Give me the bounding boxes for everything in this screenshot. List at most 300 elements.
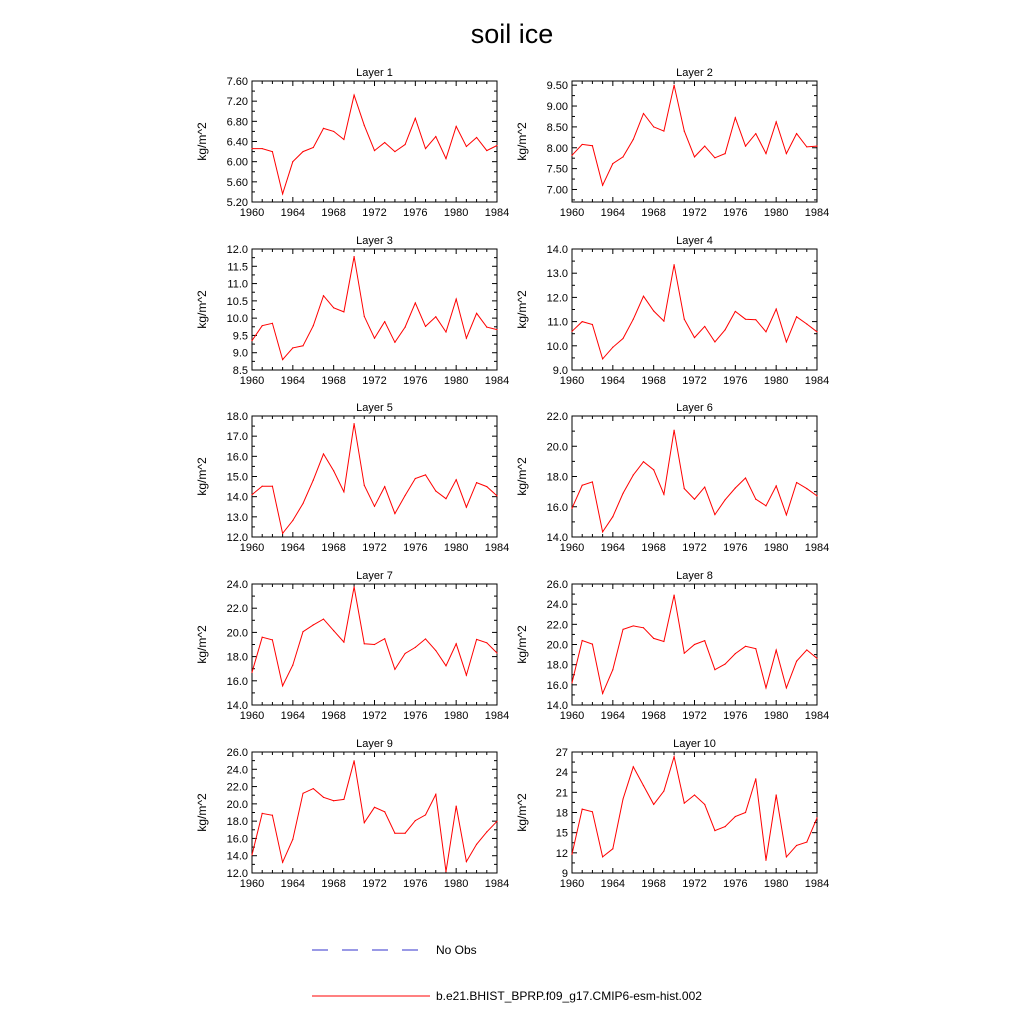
data-point xyxy=(323,618,324,619)
data-point xyxy=(415,302,416,303)
x-tick-label: 1960 xyxy=(559,878,585,890)
data-point xyxy=(302,631,303,632)
data-point xyxy=(816,145,817,146)
x-tick-label: 1972 xyxy=(682,207,707,219)
x-tick-label: 1984 xyxy=(484,375,510,387)
y-tick-label: 22.0 xyxy=(546,619,568,632)
data-point xyxy=(486,831,487,832)
y-tick-label: 14.0 xyxy=(546,700,568,712)
x-tick-label: 1964 xyxy=(280,710,306,722)
data-point xyxy=(643,113,644,114)
data-point xyxy=(592,481,593,482)
data-point xyxy=(364,125,365,126)
data-point xyxy=(374,644,375,645)
data-point xyxy=(735,816,736,817)
y-tick-label: 15.0 xyxy=(226,471,248,484)
y-tick-label: 20.0 xyxy=(546,639,568,652)
data-point xyxy=(456,643,457,644)
x-tick-label: 1960 xyxy=(239,542,265,554)
data-point xyxy=(292,520,293,521)
data-point xyxy=(735,487,736,488)
panel-layer-9 xyxy=(195,738,509,890)
y-tick-label: 11.0 xyxy=(227,278,248,291)
data-point xyxy=(425,474,426,475)
data-point xyxy=(796,845,797,846)
y-tick-label: 9.0 xyxy=(232,347,248,360)
data-point xyxy=(765,331,766,332)
data-point xyxy=(425,638,426,639)
data-point xyxy=(592,811,593,812)
data-point xyxy=(313,325,314,326)
y-tick-label: 16.0 xyxy=(226,451,248,464)
data-point xyxy=(435,794,436,795)
data-point xyxy=(633,625,634,626)
data-point xyxy=(653,469,654,470)
data-point xyxy=(622,156,623,157)
y-tick-label: 11.5 xyxy=(227,261,248,274)
data-point xyxy=(272,486,273,487)
x-tick-label: 1964 xyxy=(280,878,306,890)
data-point xyxy=(643,627,644,628)
data-point xyxy=(663,494,664,495)
y-tick-label: 9.0 xyxy=(552,365,568,377)
y-tick-label: 22.0 xyxy=(546,411,568,423)
data-point xyxy=(714,514,715,515)
data-point xyxy=(816,495,817,496)
data-point xyxy=(272,639,273,640)
data-point xyxy=(425,326,426,327)
data-point xyxy=(796,133,797,134)
y-axis-label: kg/m^2 xyxy=(515,457,529,496)
data-point xyxy=(445,665,446,666)
y-tick-label: 9.00 xyxy=(546,101,568,114)
data-point xyxy=(816,658,817,659)
data-point xyxy=(394,513,395,514)
x-tick-label: 1980 xyxy=(443,542,469,554)
x-tick-label: 1960 xyxy=(239,710,265,722)
panel-layer-4 xyxy=(515,235,829,387)
data-point xyxy=(622,493,623,494)
data-point xyxy=(673,264,674,265)
panel-title: Layer 9 xyxy=(356,738,393,750)
data-point xyxy=(313,624,314,625)
data-point xyxy=(333,307,334,308)
data-point xyxy=(602,856,603,857)
figure-title: soil ice xyxy=(470,19,554,49)
panel-title: Layer 5 xyxy=(356,402,393,414)
data-point xyxy=(496,329,497,330)
data-point xyxy=(476,137,477,138)
data-point xyxy=(806,649,807,650)
y-tick-label: 6.80 xyxy=(226,116,248,129)
x-tick-label: 1984 xyxy=(484,207,510,219)
y-axis-label: kg/m^2 xyxy=(515,793,529,832)
y-tick-label: 7.60 xyxy=(226,76,248,88)
x-tick-label: 1976 xyxy=(403,542,428,554)
x-tick-label: 1968 xyxy=(321,878,346,890)
data-point xyxy=(714,669,715,670)
data-point xyxy=(435,316,436,317)
x-tick-label: 1968 xyxy=(641,542,666,554)
data-point xyxy=(466,507,467,508)
data-point xyxy=(663,790,664,791)
data-point xyxy=(806,488,807,489)
x-tick-label: 1964 xyxy=(280,375,306,387)
x-tick-label: 1960 xyxy=(559,542,585,554)
y-tick-label: 14.0 xyxy=(546,532,568,544)
data-point xyxy=(496,495,497,496)
data-point xyxy=(384,142,385,143)
data-point xyxy=(755,319,756,320)
data-point xyxy=(302,793,303,794)
legend-obs-label: No Obs xyxy=(436,943,477,957)
data-point xyxy=(496,652,497,653)
data-point xyxy=(302,151,303,152)
data-point xyxy=(445,871,446,872)
data-point xyxy=(643,785,644,786)
data-point xyxy=(633,319,634,320)
data-point xyxy=(643,461,644,462)
y-tick-label: 26.0 xyxy=(546,579,568,591)
data-point xyxy=(765,860,766,861)
data-point xyxy=(582,321,583,322)
data-point xyxy=(694,794,695,795)
data-point xyxy=(745,145,746,146)
data-point xyxy=(633,766,634,767)
panel-layer-2 xyxy=(515,67,829,219)
data-point xyxy=(663,321,664,322)
x-tick-label: 1972 xyxy=(362,710,387,722)
data-point xyxy=(765,505,766,506)
data-point xyxy=(571,854,572,855)
data-point xyxy=(262,486,263,487)
x-tick-label: 1964 xyxy=(280,207,306,219)
data-point xyxy=(684,130,685,131)
y-tick-label: 6.00 xyxy=(226,156,248,169)
data-point xyxy=(582,809,583,810)
x-tick-label: 1972 xyxy=(362,878,387,890)
y-tick-label: 8.5 xyxy=(232,365,248,377)
y-tick-label: 16.0 xyxy=(546,501,568,514)
data-point xyxy=(456,479,457,480)
data-point xyxy=(602,358,603,359)
y-tick-label: 14.0 xyxy=(226,491,248,504)
data-point xyxy=(816,817,817,818)
data-point xyxy=(725,153,726,154)
data-point xyxy=(353,586,354,587)
data-point xyxy=(725,663,726,664)
y-tick-label: 20.0 xyxy=(226,627,248,640)
data-point xyxy=(333,470,334,471)
data-point xyxy=(313,788,314,789)
data-point xyxy=(394,151,395,152)
x-tick-label: 1984 xyxy=(804,207,830,219)
data-point xyxy=(673,85,674,86)
y-axis-label: kg/m^2 xyxy=(515,290,529,329)
data-point xyxy=(592,145,593,146)
panel-title: Layer 6 xyxy=(676,402,713,414)
data-point xyxy=(466,146,467,147)
data-point xyxy=(725,826,726,827)
data-point xyxy=(292,839,293,840)
series-line-layer-1 xyxy=(252,95,497,194)
data-point xyxy=(612,163,613,164)
series-line-layer-4 xyxy=(572,265,817,359)
data-point xyxy=(684,802,685,803)
data-point xyxy=(571,331,572,332)
data-point xyxy=(292,664,293,665)
data-point xyxy=(673,594,674,595)
data-point xyxy=(745,812,746,813)
data-point xyxy=(684,488,685,489)
data-point xyxy=(633,474,634,475)
data-point xyxy=(262,813,263,814)
data-point xyxy=(582,144,583,145)
y-tick-label: 16.0 xyxy=(226,833,248,846)
data-point xyxy=(694,156,695,157)
series-line-layer-5 xyxy=(252,424,497,534)
x-tick-label: 1980 xyxy=(763,878,789,890)
series-line-layer-9 xyxy=(252,761,497,872)
data-point xyxy=(282,533,283,534)
x-tick-label: 1976 xyxy=(723,710,748,722)
data-point xyxy=(292,161,293,162)
data-point xyxy=(496,821,497,822)
panel-layer-8 xyxy=(515,570,829,722)
data-point xyxy=(282,685,283,686)
data-point xyxy=(725,329,726,330)
y-tick-label: 22.0 xyxy=(226,603,248,616)
data-point xyxy=(486,327,487,328)
data-point xyxy=(405,653,406,654)
x-tick-label: 1960 xyxy=(239,878,265,890)
data-point xyxy=(745,477,746,478)
data-point xyxy=(456,126,457,127)
x-tick-label: 1960 xyxy=(559,207,585,219)
x-tick-label: 1972 xyxy=(362,207,387,219)
data-point xyxy=(394,342,395,343)
data-point xyxy=(374,150,375,151)
y-tick-label: 6.40 xyxy=(226,136,248,149)
data-point xyxy=(405,833,406,834)
data-point xyxy=(633,139,634,140)
data-point xyxy=(282,193,283,194)
data-point xyxy=(571,682,572,683)
data-point xyxy=(343,491,344,492)
data-point xyxy=(353,760,354,761)
data-point xyxy=(602,693,603,694)
data-point xyxy=(445,158,446,159)
data-point xyxy=(364,643,365,644)
y-tick-label: 10.0 xyxy=(226,313,248,326)
y-tick-label: 15 xyxy=(555,827,568,840)
y-tick-label: 13.0 xyxy=(226,511,248,524)
data-point xyxy=(374,506,375,507)
panel-grid xyxy=(195,67,829,890)
x-tick-label: 1964 xyxy=(600,710,626,722)
plot-frame xyxy=(252,81,497,202)
data-point xyxy=(343,641,344,642)
data-point xyxy=(394,669,395,670)
y-tick-label: 8.50 xyxy=(546,121,568,134)
data-point xyxy=(653,804,654,805)
panel-layer-1 xyxy=(195,67,509,219)
data-point xyxy=(405,327,406,328)
y-tick-label: 24 xyxy=(555,767,568,780)
data-point xyxy=(776,794,777,795)
panel-title: Layer 7 xyxy=(356,570,393,582)
data-point xyxy=(704,486,705,487)
data-point xyxy=(704,326,705,327)
data-point xyxy=(776,650,777,651)
plot-frame xyxy=(572,81,817,202)
y-tick-label: 20.0 xyxy=(546,441,568,454)
data-point xyxy=(333,800,334,801)
data-point xyxy=(374,338,375,339)
y-tick-label: 27 xyxy=(555,747,568,759)
x-tick-label: 1984 xyxy=(484,878,510,890)
data-point xyxy=(612,347,613,348)
data-point xyxy=(694,337,695,338)
data-point xyxy=(602,531,603,532)
data-point xyxy=(343,799,344,800)
data-point xyxy=(592,643,593,644)
y-axis-label: kg/m^2 xyxy=(195,625,209,664)
y-tick-label: 12 xyxy=(555,847,568,860)
plot-frame xyxy=(572,416,817,537)
data-point xyxy=(343,311,344,312)
y-tick-label: 24.0 xyxy=(226,579,248,591)
data-point xyxy=(582,485,583,486)
data-point xyxy=(684,319,685,320)
x-tick-label: 1960 xyxy=(559,375,585,387)
panel-title: Layer 2 xyxy=(676,67,713,79)
x-tick-label: 1972 xyxy=(682,542,707,554)
data-point xyxy=(415,647,416,648)
data-point xyxy=(786,856,787,857)
data-point xyxy=(272,151,273,152)
panel-title: Layer 3 xyxy=(356,235,393,247)
x-tick-label: 1972 xyxy=(682,710,707,722)
x-tick-label: 1976 xyxy=(403,207,428,219)
data-point xyxy=(796,661,797,662)
data-point xyxy=(262,148,263,149)
x-tick-label: 1972 xyxy=(362,542,387,554)
data-point xyxy=(435,490,436,491)
series-line-layer-6 xyxy=(572,430,817,532)
y-axis-label: kg/m^2 xyxy=(195,290,209,329)
data-point xyxy=(323,128,324,129)
x-tick-label: 1976 xyxy=(403,710,428,722)
data-point xyxy=(643,296,644,297)
data-point xyxy=(796,482,797,483)
x-tick-label: 1976 xyxy=(723,207,748,219)
x-tick-label: 1984 xyxy=(484,542,510,554)
data-point xyxy=(435,136,436,137)
y-tick-label: 11.0 xyxy=(547,316,568,329)
data-point xyxy=(786,514,787,515)
data-point xyxy=(776,308,777,309)
x-tick-label: 1968 xyxy=(641,375,666,387)
y-tick-label: 12.0 xyxy=(226,532,248,544)
data-point xyxy=(364,485,365,486)
data-point xyxy=(476,482,477,483)
data-point xyxy=(282,359,283,360)
data-point xyxy=(714,157,715,158)
data-point xyxy=(292,347,293,348)
data-point xyxy=(765,687,766,688)
data-point xyxy=(704,640,705,641)
y-tick-label: 18.0 xyxy=(226,411,248,423)
y-tick-label: 7.20 xyxy=(226,96,248,109)
data-point xyxy=(571,508,572,509)
data-point xyxy=(272,323,273,324)
data-point xyxy=(622,338,623,339)
y-tick-label: 12.0 xyxy=(226,868,248,880)
data-point xyxy=(653,310,654,311)
data-point xyxy=(653,126,654,127)
data-point xyxy=(755,778,756,779)
data-point xyxy=(384,486,385,487)
y-tick-label: 26.0 xyxy=(226,747,248,759)
data-point xyxy=(694,499,695,500)
data-point xyxy=(735,311,736,312)
data-point xyxy=(476,844,477,845)
data-point xyxy=(806,146,807,147)
data-point xyxy=(714,341,715,342)
data-point xyxy=(776,485,777,486)
data-point xyxy=(725,499,726,500)
y-axis-label: kg/m^2 xyxy=(515,625,529,664)
x-tick-label: 1972 xyxy=(362,375,387,387)
data-point xyxy=(806,323,807,324)
y-tick-label: 18.0 xyxy=(546,659,568,672)
data-point xyxy=(343,139,344,140)
x-tick-label: 1968 xyxy=(641,878,666,890)
data-point xyxy=(384,638,385,639)
x-tick-label: 1968 xyxy=(641,710,666,722)
y-tick-label: 24.0 xyxy=(546,599,568,612)
y-tick-label: 22.0 xyxy=(226,781,248,794)
y-tick-label: 8.00 xyxy=(546,142,568,155)
data-point xyxy=(466,338,467,339)
data-point xyxy=(704,145,705,146)
data-point xyxy=(333,131,334,132)
data-point xyxy=(745,646,746,647)
x-tick-label: 1984 xyxy=(484,710,510,722)
data-point xyxy=(796,316,797,317)
data-point xyxy=(415,478,416,479)
data-point xyxy=(262,637,263,638)
data-point xyxy=(755,133,756,134)
data-point xyxy=(466,675,467,676)
panel-layer-7 xyxy=(195,570,509,722)
data-point xyxy=(384,321,385,322)
data-point xyxy=(486,486,487,487)
panel-title: Layer 1 xyxy=(356,67,393,79)
x-tick-label: 1980 xyxy=(443,878,469,890)
panel-layer-6 xyxy=(515,402,829,554)
panel-title: Layer 4 xyxy=(676,235,713,247)
y-tick-label: 12.0 xyxy=(546,292,568,305)
data-point xyxy=(374,807,375,808)
x-tick-label: 1972 xyxy=(682,878,707,890)
x-tick-label: 1972 xyxy=(682,375,707,387)
x-tick-label: 1968 xyxy=(641,207,666,219)
data-point xyxy=(415,820,416,821)
y-tick-label: 9 xyxy=(561,868,568,880)
x-tick-label: 1960 xyxy=(559,710,585,722)
